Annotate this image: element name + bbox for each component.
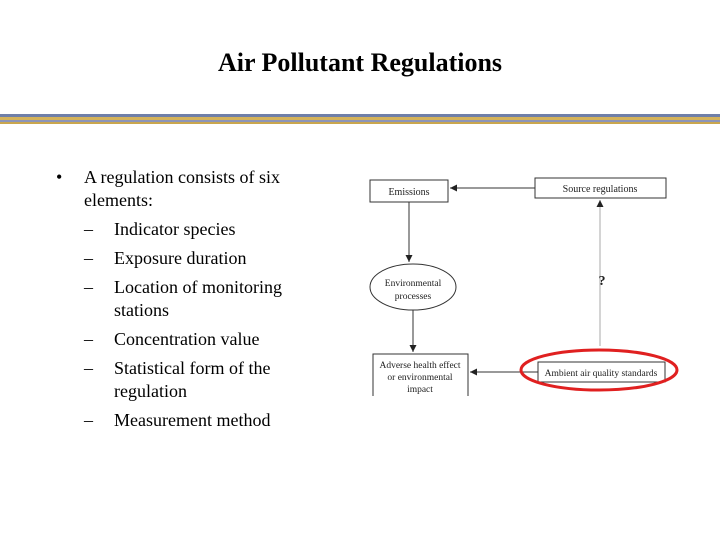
dash-marker: – xyxy=(84,219,93,239)
regulation-diagram xyxy=(360,170,700,410)
sub-item xyxy=(84,218,316,241)
ambient-standards-label: Ambient air quality standards xyxy=(544,369,658,379)
source-regulations-label: Source regulations xyxy=(562,184,638,195)
sub-item xyxy=(84,357,316,403)
sub-item-text: Indicator species xyxy=(114,219,236,239)
sub-list xyxy=(84,218,316,432)
sub-item xyxy=(84,276,316,322)
dash-marker: – xyxy=(84,248,93,268)
bullet-text: A regulation consists of six elements: xyxy=(84,167,280,210)
environmental-label-line1: Environmental xyxy=(384,279,442,289)
sub-item-text: Location of monitoring stations xyxy=(114,277,282,320)
title-rule xyxy=(0,122,720,124)
bullet-list xyxy=(56,166,316,438)
dash-marker: – xyxy=(84,329,93,349)
adverse-label-line3: impact xyxy=(407,385,433,395)
sub-item xyxy=(84,328,316,351)
sub-item-text: Exposure duration xyxy=(114,248,247,268)
dash-marker: – xyxy=(84,358,93,378)
sub-item xyxy=(84,409,316,432)
dash-marker: – xyxy=(84,277,93,297)
sub-item-text: Concentration value xyxy=(114,329,260,349)
emissions-label: Emissions xyxy=(388,187,430,198)
question-mark: ? xyxy=(598,274,606,289)
bullet-item xyxy=(56,166,316,212)
adverse-label-line1: Adverse health effect xyxy=(379,361,461,371)
sub-item xyxy=(84,247,316,270)
dash-marker: – xyxy=(84,410,93,430)
slide-title: Air Pollutant Regulations xyxy=(217,48,503,77)
sub-item-text: Measurement method xyxy=(114,410,271,430)
adverse-label-line2: or environmental xyxy=(387,373,453,383)
environmental-label-line2: processes xyxy=(394,292,432,302)
bullet-dot: • xyxy=(56,167,63,187)
sub-item-text: Statistical form of the regulation xyxy=(114,358,271,401)
